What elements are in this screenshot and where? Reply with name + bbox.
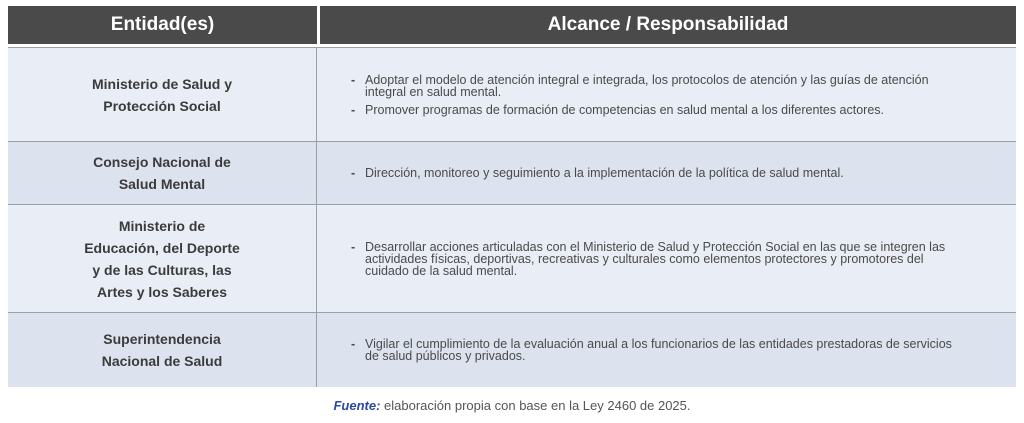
scope-cell	[317, 142, 1016, 204]
entity-cell	[8, 142, 317, 204]
entity-name-line: Salud Mental	[118, 176, 206, 192]
dash-icon: -	[351, 72, 356, 87]
list-item-text: Desarrollar acciones articuladas con el Ministerio de Salud y Protección Social en las que se integren las actividades físicas, deportivas, recreativas y culturales como elementos protectores y promotores del cuidado de la salud mental.	[365, 239, 946, 278]
list-item	[351, 167, 968, 179]
list-item	[351, 104, 968, 116]
dash-icon: -	[351, 102, 356, 117]
source-label: Fuente:	[333, 398, 381, 413]
scope-cell	[317, 205, 1016, 312]
list-item-text: Adoptar el modelo de atención integral e integrada, los protocolos de atención y las guías de atención integral en salud mental.	[365, 72, 929, 99]
entity-cell	[8, 205, 317, 312]
list-item-text: Dirección, monitoreo y seguimiento a la implementación de la política de salud mental.	[365, 166, 844, 180]
entity-name-line: y de las Culturas, las	[92, 261, 232, 278]
list-item	[351, 241, 968, 277]
table-row	[8, 204, 1016, 312]
table-row	[8, 141, 1016, 204]
entity-name-line: Superintendencia	[103, 331, 221, 347]
list-item	[351, 338, 968, 362]
entity-name-line: Nacional de Salud	[101, 353, 223, 369]
entity-name-line: Artes y los Saberes	[97, 283, 227, 300]
entity-name-line: Educación, del Deporte	[84, 239, 240, 256]
list-item-text: Promover programas de formación de competencias en salud mental a los diferentes actores.	[365, 102, 885, 117]
entity-cell	[8, 313, 317, 387]
header-scope: Alcance / Responsabilidad	[320, 6, 1016, 44]
dash-icon: -	[351, 166, 356, 180]
entity-cell	[8, 48, 317, 141]
table-row	[8, 312, 1016, 387]
entity-name-line: Consejo Nacional de	[93, 154, 231, 170]
table-row	[8, 47, 1016, 141]
entity-name-line: Ministerio de	[118, 217, 206, 234]
dash-icon: -	[351, 239, 356, 254]
list-item-text: Vigilar el cumplimiento de la evaluación anual a los funcionarios de las entidades prestadoras de servicios de salud públicos y privados.	[365, 337, 952, 363]
table-header	[8, 6, 1016, 44]
source-text: elaboración propia con base en la Ley 2460 de 2025.	[380, 398, 691, 413]
scope-cell	[317, 48, 1016, 141]
responsibility-table	[8, 6, 1016, 387]
entity-name-line: Protección Social	[103, 97, 221, 114]
dash-icon: -	[351, 337, 356, 351]
header-entity: Entidad(es)	[8, 6, 317, 44]
source-note	[0, 398, 1024, 413]
list-item	[351, 74, 968, 98]
scope-cell	[317, 313, 1016, 387]
entity-name-line: Ministerio de Salud y	[91, 75, 233, 92]
